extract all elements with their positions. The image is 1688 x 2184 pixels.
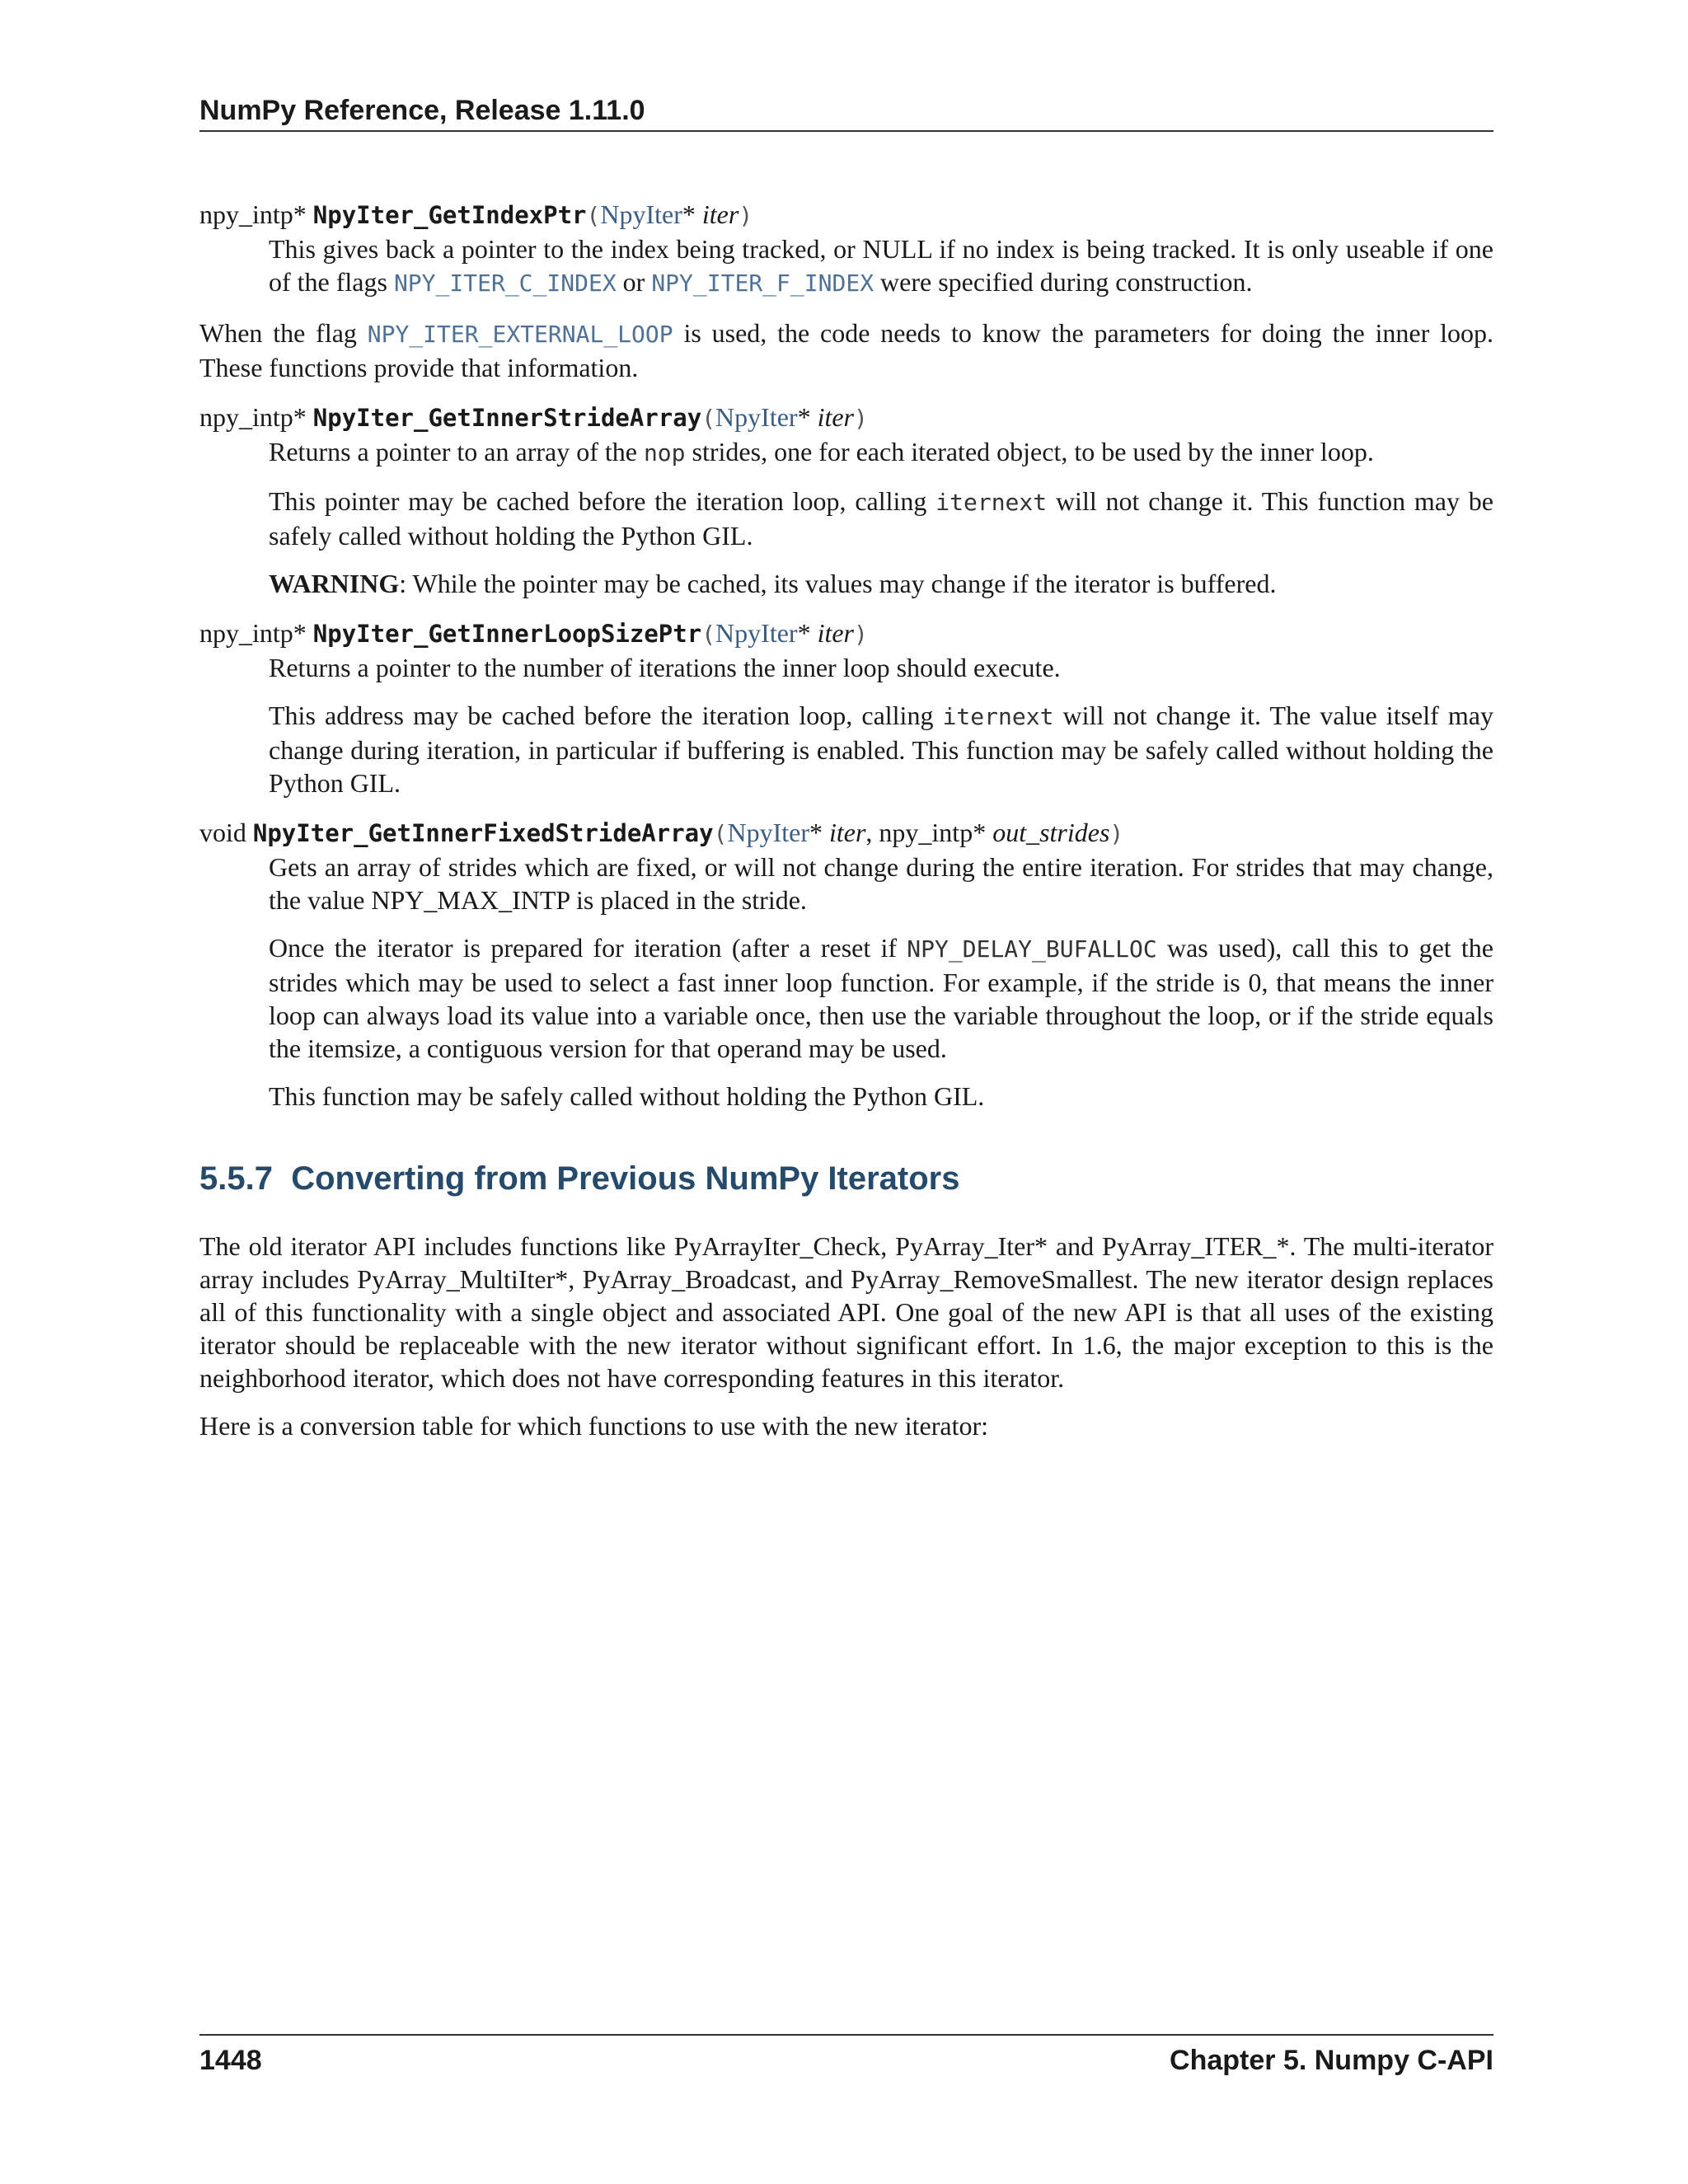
function-signature: void NpyIter_GetInnerFixedStrideArray(NpyIter* iter, npy_intp* out_strides): [199, 818, 1124, 847]
function-name[interactable]: NpyIter_GetInnerStrideArray: [312, 404, 702, 432]
function-name[interactable]: NpyIter_GetInnerFixedStrideArray: [252, 819, 714, 847]
inline-code: nop: [643, 439, 686, 466]
param-name: iter: [828, 818, 866, 847]
page-footer: [199, 2034, 1493, 2079]
function-signature: npy_intp* NpyIter_GetInnerLoopSizePtr(NpyIter* iter): [199, 618, 868, 648]
param-name: out_strides: [992, 818, 1110, 847]
section-number: 5.5.7: [199, 1160, 273, 1197]
param-name: iter: [701, 199, 739, 229]
flag-link[interactable]: NPY_ITER_EXTERNAL_LOOP: [367, 321, 673, 348]
param-name: iter: [817, 618, 854, 648]
function-description: This function may be safely called without holding the Python GIL.: [269, 1081, 985, 1111]
page-content: [199, 198, 1493, 1442]
flag-link[interactable]: NPY_ITER_C_INDEX: [393, 269, 617, 297]
function-entry-getinnerfixedstridearray: [199, 816, 1493, 1113]
type-link[interactable]: NpyIter: [600, 199, 682, 229]
function-name[interactable]: NpyIter_GetInnerLoopSizePtr: [312, 620, 702, 648]
param-name: iter: [817, 402, 854, 432]
function-name[interactable]: NpyIter_GetIndexPtr: [312, 201, 587, 229]
warning-label: WARNING: [269, 569, 400, 598]
inline-code: iternext: [942, 703, 1054, 730]
function-description: This address may be cached before the iteration loop, calling iternext will not change it. The value itself may change during iteration, in particular if buffering is enabled. This function may be safely called without holding the Python GIL.: [269, 701, 1494, 798]
flag-link[interactable]: NPY_ITER_F_INDEX: [651, 269, 874, 297]
function-description: This pointer may be cached before the iteration loop, calling iternext will not change it. This function may be safely called without holding the Python GIL.: [269, 486, 1494, 551]
function-entry-getinnerstridearray: [199, 401, 1493, 600]
inline-code: NPY_DELAY_BUFALLOC: [907, 935, 1157, 963]
running-header-title: NumPy Reference, Release 1.11.0: [199, 95, 645, 126]
type-link[interactable]: NpyIter: [727, 818, 809, 847]
section-paragraph: Here is a conversion table for which functions to use with the new iterator:: [199, 1411, 989, 1441]
function-description: Returns a pointer to an array of the nop strides, one for each iterated object, to be used by the inner loop.: [269, 437, 1374, 466]
running-header: [199, 92, 1493, 132]
warning-note: WARNING: While the pointer may be cached, its values may change if the iterator is buffered.: [269, 569, 1277, 598]
function-description: Returns a pointer to the number of iterations the inner loop should execute.: [269, 653, 1061, 682]
intro-paragraph: When the flag NPY_ITER_EXTERNAL_LOOP is used, the code needs to know the parameters for doing the inner loop. These functions provide that information.: [199, 318, 1494, 382]
function-signature: npy_intp* NpyIter_GetIndexPtr(NpyIter* iter): [199, 199, 753, 229]
return-type: npy_intp*: [199, 199, 307, 229]
function-description: This gives back a pointer to the index being tracked, or NULL if no index is being tracked. It is only useable if one of the flags NPY_ITER_C_INDEX or NPY_ITER_F_INDEX were specified during construction.: [269, 234, 1493, 297]
function-signature: npy_intp* NpyIter_GetInnerStrideArray(NpyIter* iter): [199, 402, 868, 432]
function-entry-getinnerloopsizeptr: [199, 616, 1493, 799]
inline-code: iternext: [935, 489, 1048, 516]
type-link[interactable]: NpyIter: [715, 402, 798, 432]
function-entry-getindexptr: [199, 198, 1493, 300]
function-description: Gets an array of strides which are fixed, or will not change during the entire iteration. For strides that may change, the value NPY_MAX_INTP is placed in the stride.: [269, 852, 1493, 915]
section-title: Converting from Previous NumPy Iterators: [291, 1160, 960, 1197]
type-link[interactable]: NpyIter: [715, 618, 798, 648]
function-description: Once the iterator is prepared for iteration (after a reset if NPY_DELAY_BUFALLOC was used), call this to get the strides which may be used to select a fast inner loop function. For example, if the stride is 0, that means the inner loop can always load its value into a variable once, then use the variable throughout the loop, or if the stride equals the itemsize, a contiguous version for that operand may be used.: [269, 933, 1494, 1063]
chapter-title: Chapter 5. Numpy C-API: [1170, 2045, 1493, 2076]
page-number: 1448: [199, 2045, 262, 2076]
section-paragraph: The old iterator API includes functions like PyArrayIter_Check, PyArray_Iter* and PyArray_ITER_*. The multi-iterator array includes PyArray_MultiIter*, PyArray_Broadcast, and PyArray_RemoveSmallest. The new iterator design replaces all of this functionality with a single object and associated API. One goal of the new API is that all uses of the existing iterator should be replaceable with the new iterator without significant effort. In 1.6, the major exception to this is the neighborhood iterator, which does not have corresponding features in this iterator.: [199, 1231, 1493, 1393]
section-heading: [199, 1159, 1493, 1198]
